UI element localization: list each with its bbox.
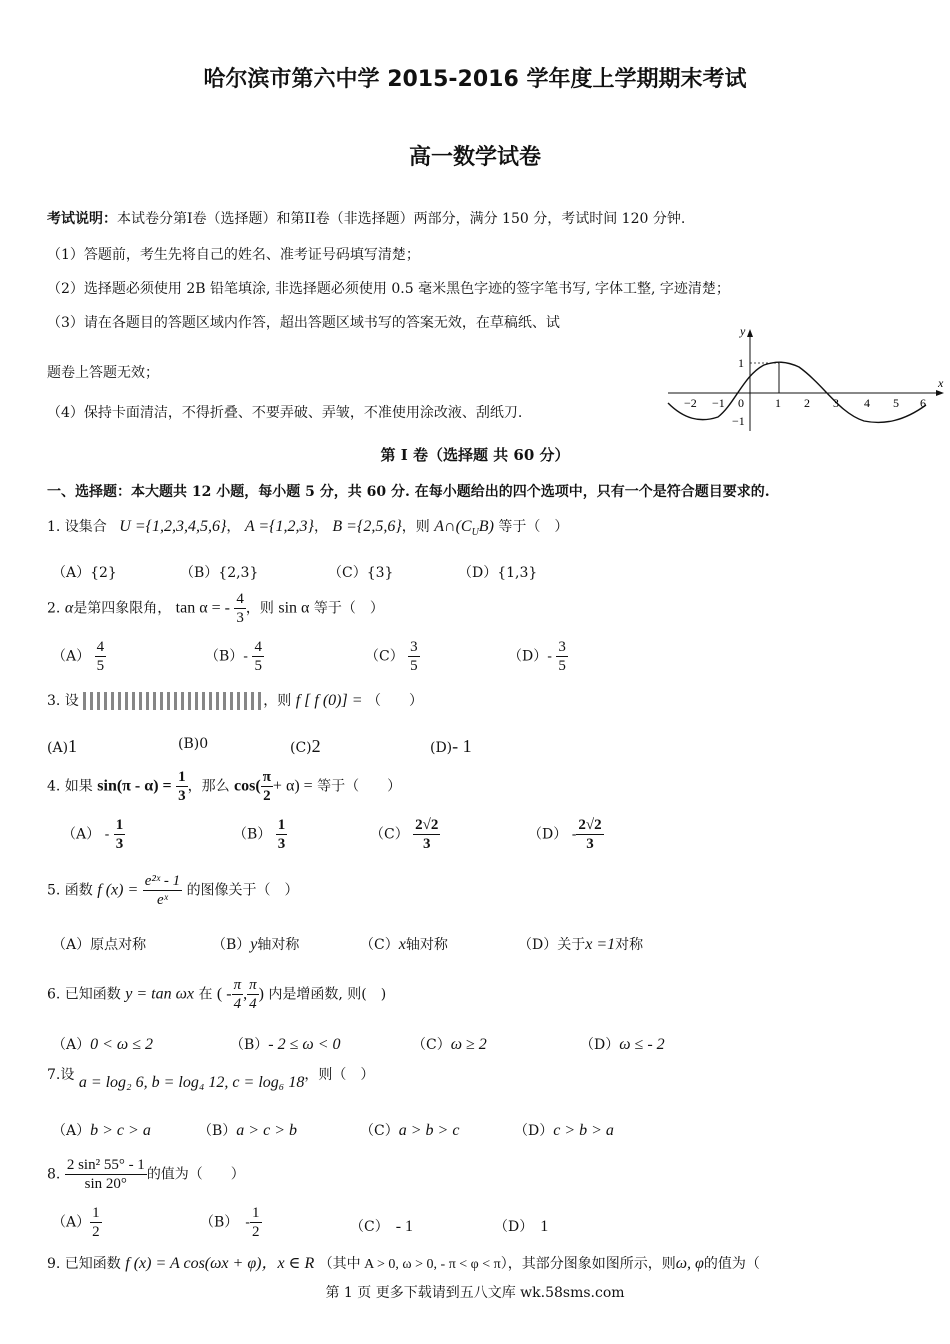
- denominator: sin 20°: [84, 1176, 127, 1192]
- q2-tail: 等于（ ）: [313, 600, 384, 617]
- option-sign: -: [547, 648, 552, 665]
- numerator: 2 sin² 55° - 1: [66, 1157, 145, 1173]
- q1-set-u: U ={1,2,3,4,5,6}: [119, 518, 227, 535]
- numerator: 4: [254, 639, 262, 655]
- q3-expr: f [ f (0)] =: [295, 692, 363, 709]
- option-sign: -: [245, 1214, 251, 1231]
- option-label: （D）关于: [518, 937, 586, 953]
- option-value: a > c > b: [236, 1122, 297, 1139]
- instruction-item: 题卷上答题无效；: [47, 365, 159, 381]
- q2-text: 是第四象限角，: [73, 600, 172, 617]
- question-6: [47, 976, 386, 1013]
- q1-expr: A∩(C: [434, 518, 472, 535]
- q3-stem: 3. 设: [47, 693, 79, 709]
- x-tick: 5: [893, 396, 899, 410]
- option-value: 0: [199, 736, 209, 752]
- x-tick: −1: [712, 396, 725, 410]
- option-value: 1: [540, 1218, 549, 1235]
- option-value: - 2 ≤ ω < 0: [268, 1036, 341, 1053]
- q8-option-d: [494, 1216, 548, 1236]
- q6-option: [52, 1034, 153, 1054]
- q4-option-a: [62, 816, 125, 853]
- option-fraction: [408, 638, 420, 675]
- question-2: [47, 590, 384, 627]
- q4-cos-fraction: [261, 768, 273, 805]
- denominator: 5: [558, 658, 566, 674]
- question-1: 1. 设集合 U ={1,2,3,4,5,6}， A ={1,2,3}， B ={2,5,6}，则 $A\cap(C_UB)$ 等于（ ）: [47, 518, 569, 538]
- option-value: - 1: [452, 736, 472, 756]
- option-label: （C）: [412, 1037, 451, 1053]
- option-value: c > b > a: [553, 1122, 614, 1139]
- instructions-label: 考试说明：: [47, 211, 117, 227]
- option-value: b > c > a: [90, 1122, 151, 1139]
- q6-option: [580, 1034, 665, 1054]
- option-label: （B）: [230, 1037, 269, 1053]
- option-label: （C）: [350, 1219, 382, 1235]
- denominator: eˣ: [156, 892, 168, 908]
- numerator: 1: [277, 817, 286, 833]
- option-label: (C): [290, 740, 312, 756]
- option-text: 轴对称: [405, 937, 448, 953]
- q8-fraction: [65, 1156, 147, 1193]
- denominator: 2: [263, 788, 271, 804]
- q2-option-c: [365, 638, 420, 675]
- q6-interval-right: ): [258, 985, 264, 1003]
- denominator: 3: [115, 836, 124, 852]
- q9-stem: 9. 已知函数: [47, 1256, 121, 1272]
- q6-f: y = tan ωx: [125, 985, 195, 1003]
- x-tick: −2: [684, 396, 697, 410]
- q1-option: （B）{2,3}: [180, 565, 259, 581]
- q2-alpha: α: [64, 599, 74, 617]
- y-tick: 1: [738, 356, 744, 370]
- option-sign: -: [104, 826, 110, 843]
- q8-tail: 的值为（ ）: [146, 1166, 245, 1183]
- option-label: （B）: [200, 1214, 232, 1231]
- option-label: （B）: [233, 826, 272, 843]
- exam-subtitle: 高一数学试卷: [408, 145, 541, 170]
- x-tick: 2: [804, 396, 810, 410]
- option-sign: -: [243, 648, 249, 665]
- q7-expr: a = log₂ 6, b = log₄ 12, c = log₆ 18: [78, 1074, 305, 1091]
- q5-fraction: [143, 872, 182, 909]
- instructions-intro: [47, 208, 685, 228]
- numerator: 3: [410, 639, 418, 655]
- q1-expr-sub: U: [471, 526, 479, 538]
- q5-f: f (x) =: [97, 881, 139, 899]
- option-label: （C）: [360, 937, 399, 953]
- x-tick: 4: [864, 396, 870, 410]
- instruction-item: （2）选择题必须使用 2B 铅笔填涂, 非选择题必须使用 0.5 毫米黑色字迹的签字笔书写, 字体工整, 字迹清楚；: [47, 281, 730, 297]
- option-label: （B）: [212, 937, 251, 953]
- numerator: π: [249, 977, 257, 993]
- q6-fraction: [232, 976, 244, 1013]
- option-var: x: [398, 936, 406, 953]
- q6-in: 在: [198, 986, 213, 1003]
- q2-fraction: [234, 590, 246, 627]
- option-sign: -: [571, 826, 577, 843]
- q8-option-b: [200, 1204, 262, 1241]
- numerator: 2√2: [578, 817, 602, 833]
- x-tick: 1: [775, 396, 781, 410]
- q7-option: [514, 1120, 614, 1140]
- denominator: 4: [233, 996, 242, 1012]
- question-5: [47, 872, 299, 909]
- numerator: π: [262, 769, 271, 785]
- option-label: （A）: [52, 648, 91, 665]
- q4-cos-tail: + α) =: [272, 777, 313, 795]
- q7-stem: 7.设: [47, 1067, 75, 1083]
- numerator: π: [233, 977, 242, 993]
- option-fraction: [576, 816, 603, 853]
- q6-fraction: [247, 976, 259, 1013]
- denominator: 3: [236, 610, 244, 626]
- option-value: ω ≥ 2: [450, 1036, 487, 1053]
- option-var: y: [250, 936, 258, 953]
- option-label: (D): [430, 740, 453, 756]
- question-7: [47, 1064, 375, 1091]
- q4-fraction: [176, 768, 188, 805]
- denominator: 3: [586, 836, 594, 852]
- option-fraction: [556, 638, 568, 675]
- q7-option: [360, 1120, 459, 1140]
- numerator: 1: [178, 769, 186, 785]
- q9-vars: ω, φ: [675, 1255, 704, 1272]
- exam-title: 哈尔滨市第六中学 2015-2016 学年度上学期期末考试: [203, 67, 747, 92]
- q4-sin: sin(π - α) =: [97, 777, 172, 795]
- q9-domain: ，x ∈ R: [261, 1255, 315, 1272]
- numerator: 1: [92, 1205, 100, 1221]
- option-value: ω ≤ - 2: [619, 1036, 665, 1053]
- option-label: （D）: [508, 648, 548, 665]
- x-label: x: [938, 376, 944, 390]
- option-fraction: [252, 638, 264, 675]
- q4-option-d: [528, 816, 604, 853]
- q1-option: （C）{3}: [328, 565, 394, 581]
- option-fraction: [250, 1204, 262, 1241]
- question-9: [47, 1250, 760, 1273]
- option-fraction: [114, 816, 126, 853]
- numerator: 4: [96, 639, 105, 655]
- q2-option-d: [508, 638, 568, 675]
- q4-tail: 等于（ ）: [317, 778, 402, 795]
- option-label: （C）: [365, 648, 404, 665]
- cosine-graph: [664, 325, 944, 435]
- q9-tail2: 的值为（: [703, 1256, 760, 1272]
- q3-option: [178, 736, 208, 752]
- option-label: （D）: [528, 826, 568, 843]
- option-label: （C）: [370, 826, 409, 843]
- numerator: 3: [558, 639, 566, 655]
- option-value: - 1: [395, 1218, 414, 1235]
- option-label: （A）: [62, 826, 101, 843]
- y-tick: −1: [732, 414, 745, 428]
- numerator: 2√2: [415, 817, 439, 833]
- q5-option-d: [518, 934, 643, 954]
- q7-tail: ，则（ ）: [304, 1067, 375, 1083]
- denominator: 5: [410, 658, 418, 674]
- option-label: （A）: [52, 1037, 91, 1053]
- q1-set-a: A ={1,2,3}: [244, 518, 314, 535]
- option-label: （A）: [52, 1123, 91, 1139]
- option-label: （C）: [360, 1123, 399, 1139]
- option-text: 对称: [615, 937, 644, 953]
- q4-stem: 4. 如果: [47, 778, 93, 795]
- question-4: [47, 768, 401, 805]
- option-label: （B）: [198, 1123, 237, 1139]
- question-8: [47, 1156, 245, 1193]
- numerator: 1: [252, 1205, 260, 1221]
- q2-tan: tan α = -: [175, 599, 230, 617]
- denominator: 4: [249, 996, 257, 1012]
- q5-stem: 5. 函数: [47, 882, 93, 899]
- option-label: （D）: [514, 1123, 554, 1139]
- q1-then: ，则: [401, 519, 430, 535]
- q8-option-a: [52, 1204, 102, 1241]
- option-text: 轴对称: [257, 937, 300, 953]
- q1-expr-end: B): [478, 518, 494, 535]
- denominator: 5: [96, 658, 105, 674]
- numerator: e²ˣ - 1: [144, 873, 181, 889]
- q5-option-b: [212, 934, 299, 954]
- option-label: （B）: [205, 648, 244, 665]
- denominator: 2: [252, 1224, 260, 1240]
- page-footer: 第 1 页 更多下载请到五八文库 wk.58sms.com: [325, 1285, 625, 1301]
- numerator: 1: [115, 817, 124, 833]
- q6-stem: 6. 已知函数: [47, 986, 121, 1003]
- q8-option-c: [350, 1216, 413, 1236]
- instruction-item: （3）请在各题目的答题区域内作答，超出答题区域书写的答案无效，在草稿纸、试: [47, 315, 560, 331]
- q7-option: [198, 1120, 297, 1140]
- q8-stem: 8.: [47, 1166, 61, 1183]
- q1-option: （A）{2}: [52, 565, 117, 581]
- q2-stem: 2.: [47, 600, 61, 617]
- q3-option: [290, 736, 321, 757]
- q3-tail: （ ）: [366, 693, 423, 709]
- section1-instruction: 一、选择题：本大题共 12 小题，每小题 5 分，共 60 分. 在每小题给出的四个选项中，只有一个是符合题目要求的.: [47, 484, 770, 500]
- q4-option-c: [370, 816, 440, 853]
- q4-cos: cos(: [234, 777, 261, 795]
- q5-option-c: [360, 934, 448, 954]
- denominator: 3: [423, 836, 431, 852]
- instructions-text: 本试卷分第I卷（选择题）和第II卷（非选择题）两部分，满分 150 分，考试时间 120 分钟.: [117, 211, 686, 227]
- option-fraction: [90, 1204, 102, 1241]
- garbled-formula-image: [83, 692, 263, 710]
- q7-option: [52, 1120, 151, 1140]
- q1-tail: 等于（ ）: [498, 519, 569, 535]
- q6-option: [230, 1034, 341, 1054]
- q2-then: ，则: [245, 600, 274, 617]
- q2-option-a: [52, 638, 106, 675]
- y-axis-arrow: [747, 329, 753, 337]
- section1-heading: 第 I 卷（选择题 共 60 分）: [380, 446, 570, 464]
- denominator: 3: [178, 788, 186, 804]
- q3-then: ，则: [263, 693, 292, 709]
- q6-interval-comma: ,: [243, 985, 248, 1003]
- option-value: 0 < ω ≤ 2: [90, 1036, 153, 1053]
- q2-sin: sin α: [278, 599, 310, 617]
- q5-tail: 的图像关于（ ）: [186, 882, 299, 899]
- y-label: y: [740, 325, 746, 338]
- q9-conditions: （其中 A > 0, ω > 0, - π < φ < π），: [318, 1257, 522, 1272]
- q1-stem: 1. 设集合: [47, 519, 107, 535]
- denominator: 3: [277, 836, 286, 852]
- option-var: x =1: [585, 936, 616, 953]
- option-value: a > b > c: [398, 1122, 460, 1139]
- x-axis-arrow: [936, 390, 944, 396]
- option-value: 1: [68, 736, 78, 756]
- q3-option: [47, 736, 77, 757]
- q2-option-b: [205, 638, 264, 675]
- q6-option: [412, 1034, 487, 1054]
- option-fraction: [276, 816, 288, 853]
- option-label: （D）: [494, 1219, 527, 1235]
- denominator: 2: [92, 1224, 100, 1240]
- instruction-item: （1）答题前，考生先将自己的姓名、准考证号码填写清楚；: [47, 247, 420, 263]
- option-label: (A): [47, 740, 69, 756]
- question-3: [47, 690, 423, 710]
- q1-option: （D）{1,3}: [458, 565, 538, 581]
- x-tick: 6: [920, 396, 926, 410]
- q5-option: （A）原点对称: [52, 937, 147, 953]
- x-tick: 0: [738, 396, 744, 410]
- option-fraction: [413, 816, 440, 853]
- option-value: 2: [311, 736, 321, 756]
- option-label: (B): [178, 736, 200, 752]
- option-fraction: [95, 638, 107, 675]
- instruction-item: （4）保持卡面清洁，不得折叠、不要弄破、弄皱，不准使用涂改液、刮纸刀.: [47, 405, 523, 421]
- q6-interval-left: ( -: [216, 985, 232, 1003]
- q9-tail: 其部分图象如图所示，则: [521, 1256, 676, 1272]
- curve: [668, 362, 926, 422]
- option-label: （D）: [580, 1037, 620, 1053]
- q4-then: ，那么: [187, 778, 230, 795]
- q1-set-b: B ={2,5,6}: [332, 518, 402, 535]
- denominator: 5: [254, 658, 262, 674]
- q9-f: f (x) = A cos(ωx + φ): [125, 1255, 262, 1272]
- option-label: （A）: [52, 1214, 91, 1231]
- q6-tail: 内是增函数, 则( ): [268, 986, 387, 1003]
- x-tick: 3: [833, 396, 839, 410]
- q4-option-b: [233, 816, 287, 853]
- numerator: 4: [236, 591, 244, 607]
- q3-option: [430, 736, 472, 757]
